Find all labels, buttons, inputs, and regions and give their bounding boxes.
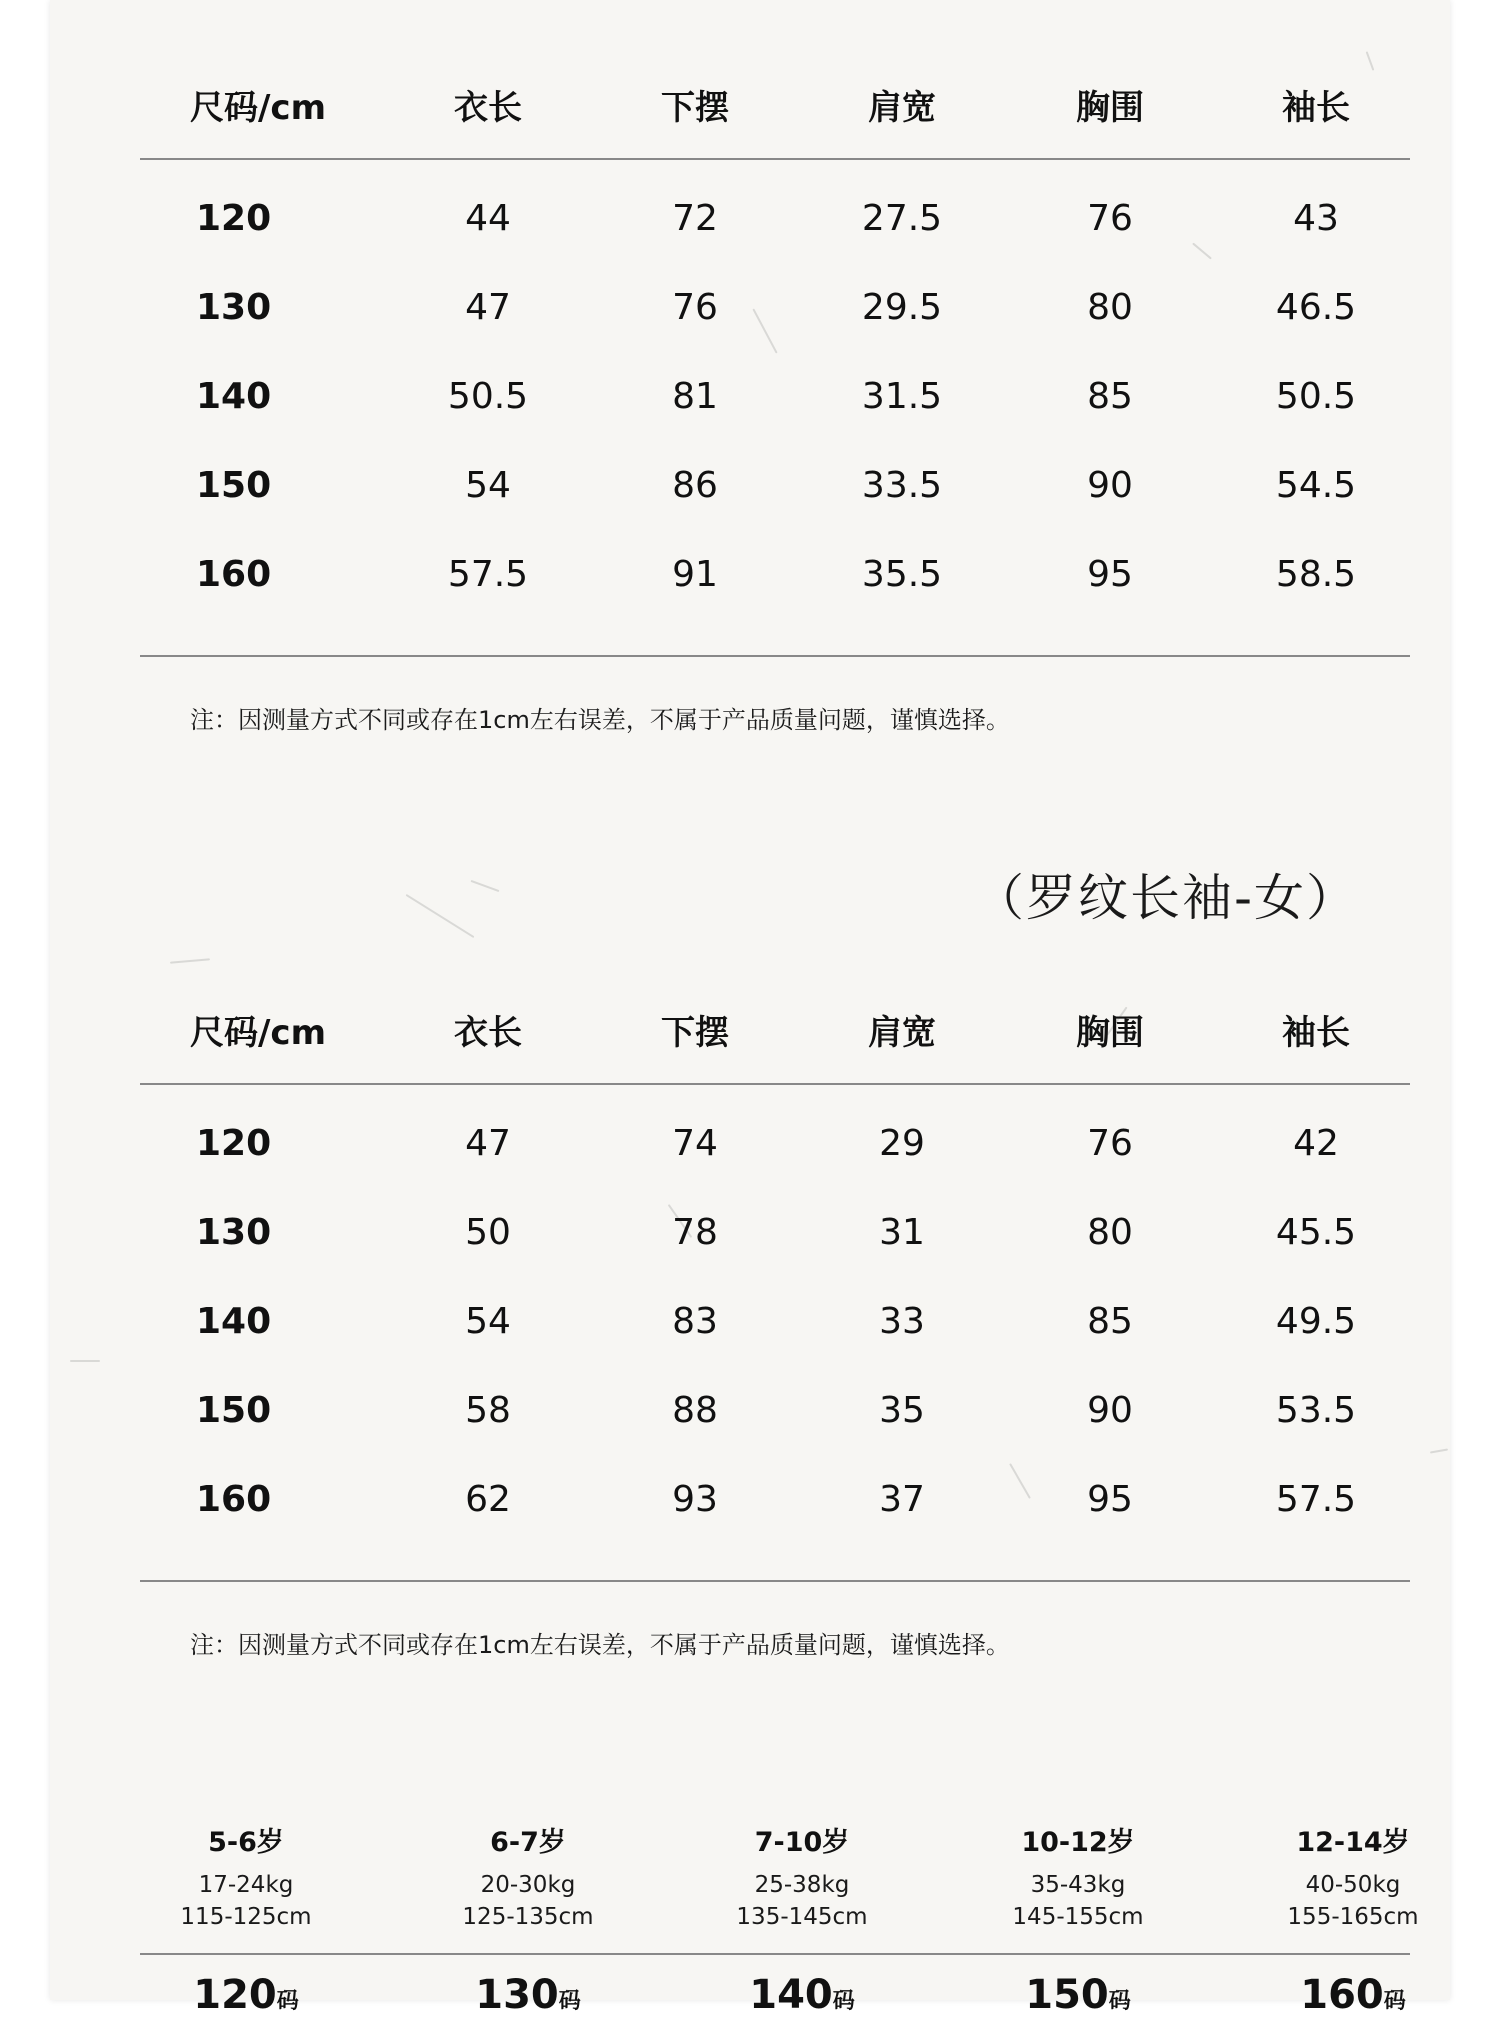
header-size: 尺码/cm [190, 1013, 326, 1053]
paper-fiber [170, 958, 210, 963]
header-shoulder: 肩宽 [868, 88, 936, 128]
value-cell: 35 [879, 1390, 925, 1431]
header-chest: 胸围 [1076, 1013, 1144, 1053]
paper-fiber [70, 1360, 100, 1362]
header-shoulder: 肩宽 [868, 1013, 936, 1053]
value-cell: 80 [1087, 1212, 1133, 1253]
value-cell: 85 [1087, 376, 1133, 417]
size-code [193, 1972, 299, 2018]
value-cell: 33 [879, 1301, 925, 1342]
header-chest: 胸围 [1076, 88, 1144, 128]
size-cell: 120 [196, 198, 272, 239]
value-cell: 58 [465, 1390, 511, 1431]
age-guide-item [1012, 1820, 1143, 1933]
value-cell: 95 [1087, 1479, 1133, 1520]
size-cell: 150 [196, 465, 272, 506]
age-guide-item [462, 1820, 593, 1933]
size-chart-page [50, 0, 1450, 2018]
paper-fiber [752, 308, 777, 353]
section-title: （罗纹长袖-女） [973, 869, 1358, 927]
value-cell: 49.5 [1275, 1301, 1357, 1342]
value-cell: 44 [465, 198, 511, 239]
value-cell: 27.5 [861, 198, 943, 239]
value-cell: 78 [672, 1212, 718, 1253]
size-code-number: 160 [1300, 1972, 1384, 2018]
size-code-unit: 码 [558, 1989, 581, 2014]
value-cell: 76 [1087, 1123, 1133, 1164]
size-code-unit: 码 [1108, 1989, 1131, 2014]
value-cell: 57.5 [447, 554, 529, 595]
header-hem: 下摆 [661, 88, 729, 128]
value-cell: 31 [879, 1212, 925, 1253]
value-cell: 62 [465, 1479, 511, 1520]
value-cell: 58.5 [1275, 554, 1357, 595]
value-cell: 90 [1087, 1390, 1133, 1431]
value-cell: 93 [672, 1479, 718, 1520]
header-length: 衣长 [454, 88, 522, 128]
value-cell: 72 [672, 198, 718, 239]
height-range: 155-165cm [1287, 1904, 1419, 1930]
age-guide-item [180, 1820, 311, 1933]
size-code-number: 130 [475, 1972, 559, 2018]
size-cell: 150 [196, 1390, 272, 1431]
paper-fiber [1366, 51, 1375, 70]
size-code-unit: 码 [1383, 1989, 1406, 2014]
value-cell: 42 [1293, 1123, 1339, 1164]
paper-fiber [1009, 1463, 1031, 1499]
size-cell: 130 [196, 1212, 272, 1253]
table-bottom-divider [140, 655, 1410, 657]
weight-range: 35-43kg [1030, 1872, 1126, 1898]
header-divider [140, 1083, 1410, 1085]
value-cell: 54.5 [1275, 465, 1357, 506]
size-cell: 130 [196, 287, 272, 328]
age-guide-item [1287, 1820, 1418, 1933]
size-cell: 160 [196, 554, 272, 595]
value-cell: 86 [672, 465, 718, 506]
paper-fiber [1192, 243, 1212, 260]
weight-range: 25-38kg [754, 1872, 850, 1898]
paper-fiber [471, 880, 500, 892]
measurement-note: 注：因测量方式不同或存在1cm左右误差，不属于产品质量问题，谨慎选择。 [190, 1631, 1010, 1659]
size-cell: 120 [196, 1123, 272, 1164]
value-cell: 45.5 [1275, 1212, 1357, 1253]
value-cell: 57.5 [1275, 1479, 1357, 1520]
size-cell: 160 [196, 1479, 272, 1520]
age-size-guide [140, 1820, 1419, 1940]
value-cell: 43 [1293, 198, 1339, 239]
height-range: 115-125cm [180, 1904, 312, 1930]
value-cell: 88 [672, 1390, 718, 1431]
value-cell: 74 [672, 1123, 718, 1164]
header-size: 尺码/cm [190, 88, 326, 128]
value-cell: 50.5 [1275, 376, 1357, 417]
value-cell: 80 [1087, 287, 1133, 328]
paper-fiber [406, 894, 475, 938]
value-cell: 29.5 [861, 287, 943, 328]
height-range: 125-135cm [462, 1904, 594, 1930]
value-cell: 90 [1087, 465, 1133, 506]
height-range: 145-155cm [1012, 1904, 1144, 1930]
value-cell: 83 [672, 1301, 718, 1342]
header-hem: 下摆 [661, 1013, 729, 1053]
size-code [1025, 1972, 1131, 2018]
size-code-number: 120 [193, 1972, 277, 2018]
value-cell: 47 [465, 1123, 511, 1164]
size-code-unit: 码 [832, 1989, 855, 2014]
age-range: 7-10岁 [754, 1827, 850, 1858]
table-bottom-divider [140, 1580, 1410, 1582]
header-divider [140, 158, 1410, 160]
value-cell: 85 [1087, 1301, 1133, 1342]
header-sleeve: 袖长 [1282, 88, 1350, 128]
size-code [475, 1972, 581, 2018]
value-cell: 91 [672, 554, 718, 595]
value-cell: 54 [465, 465, 511, 506]
size-code-unit: 码 [276, 1989, 299, 2014]
age-range: 6-7岁 [490, 1827, 566, 1858]
age-range: 10-12岁 [1021, 1827, 1135, 1858]
value-cell: 76 [672, 287, 718, 328]
header-length: 衣长 [454, 1013, 522, 1053]
size-code [1300, 1972, 1406, 2018]
age-guide-item [736, 1820, 867, 1933]
size-code-number: 140 [749, 1972, 833, 2018]
measurement-note: 注：因测量方式不同或存在1cm左右误差，不属于产品质量问题，谨慎选择。 [190, 706, 1010, 734]
size-code [749, 1972, 855, 2018]
value-cell: 47 [465, 287, 511, 328]
age-range: 5-6岁 [208, 1827, 284, 1858]
value-cell: 37 [879, 1479, 925, 1520]
size-code-number: 150 [1025, 1972, 1109, 2018]
size-cell: 140 [196, 376, 272, 417]
value-cell: 50 [465, 1212, 511, 1253]
header-sleeve: 袖长 [1282, 1013, 1350, 1053]
value-cell: 31.5 [861, 376, 943, 417]
value-cell: 50.5 [447, 376, 529, 417]
age-range: 12-14岁 [1296, 1827, 1410, 1858]
value-cell: 46.5 [1275, 287, 1357, 328]
value-cell: 33.5 [861, 465, 943, 506]
value-cell: 95 [1087, 554, 1133, 595]
weight-range: 40-50kg [1305, 1872, 1401, 1898]
value-cell: 29 [879, 1123, 925, 1164]
value-cell: 53.5 [1275, 1390, 1357, 1431]
value-cell: 76 [1087, 198, 1133, 239]
weight-range: 20-30kg [480, 1872, 576, 1898]
height-range: 135-145cm [736, 1904, 868, 1930]
paper-fiber [1430, 1448, 1448, 1453]
size-cell: 140 [196, 1301, 272, 1342]
value-cell: 54 [465, 1301, 511, 1342]
weight-range: 17-24kg [198, 1872, 294, 1898]
value-cell: 81 [672, 376, 718, 417]
age-guide-divider [140, 1953, 1410, 1955]
value-cell: 35.5 [861, 554, 943, 595]
